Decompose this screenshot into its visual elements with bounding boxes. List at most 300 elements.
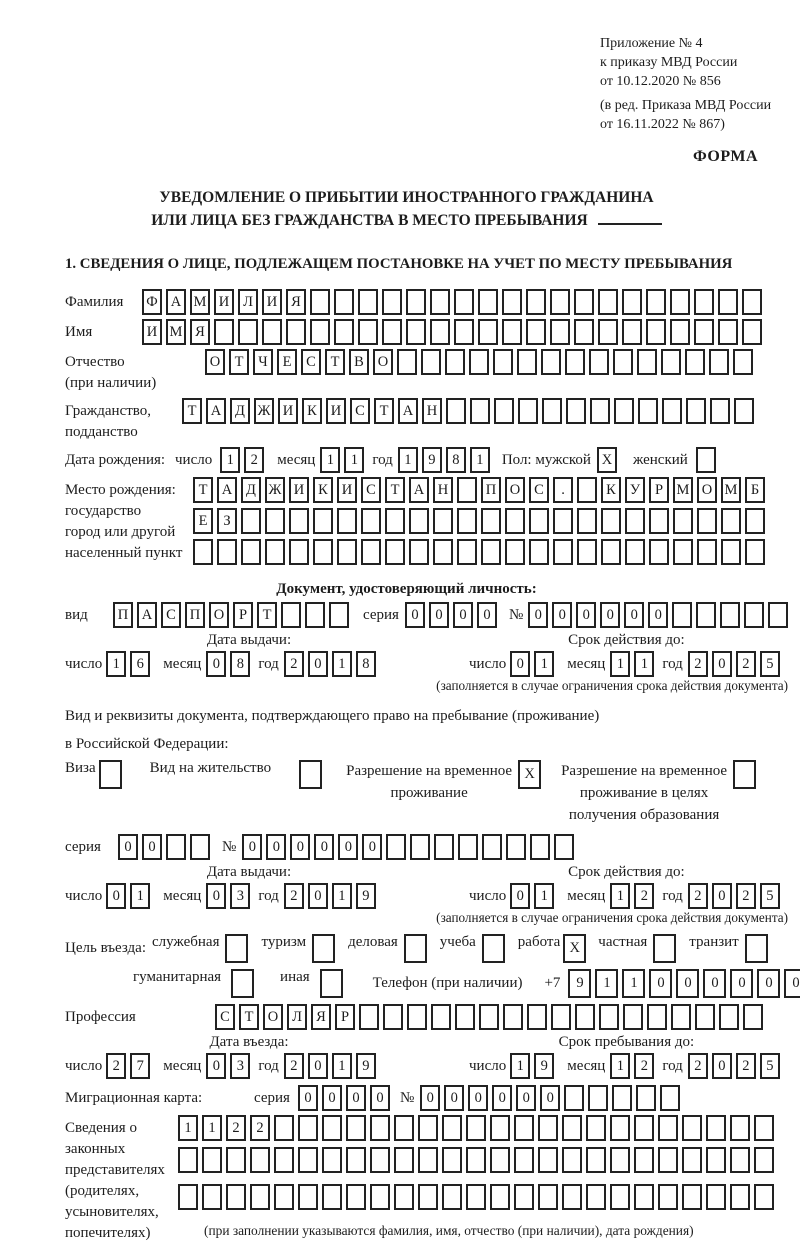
char-cell[interactable]: Ж <box>254 398 274 424</box>
char-cell[interactable] <box>346 1147 366 1173</box>
char-cell[interactable] <box>442 1115 462 1141</box>
char-cell[interactable]: П <box>481 477 501 503</box>
char-cell[interactable]: 1 <box>470 447 490 473</box>
char-cell[interactable] <box>636 1085 656 1111</box>
char-cell[interactable] <box>494 398 514 424</box>
char-cell[interactable] <box>409 508 429 534</box>
char-cell[interactable] <box>466 1115 486 1141</box>
char-cell[interactable]: 1 <box>220 447 240 473</box>
char-cell[interactable]: 2 <box>736 651 756 677</box>
char-cell[interactable] <box>298 1147 318 1173</box>
char-cell[interactable]: 0 <box>308 651 328 677</box>
char-cell[interactable]: 1 <box>398 447 418 473</box>
char-cell[interactable]: 0 <box>576 602 596 628</box>
char-cell[interactable]: 0 <box>552 602 572 628</box>
char-cell[interactable] <box>455 1004 475 1030</box>
char-cell[interactable] <box>530 834 550 860</box>
char-cell[interactable]: О <box>263 1004 283 1030</box>
char-cell[interactable]: 1 <box>178 1115 198 1141</box>
char-cell[interactable] <box>706 1147 726 1173</box>
char-cell[interactable] <box>682 1115 702 1141</box>
tourism-checkbox[interactable] <box>312 934 339 963</box>
char-cell[interactable] <box>502 319 522 345</box>
char-cell[interactable]: 0 <box>757 969 780 998</box>
char-cell[interactable] <box>481 508 501 534</box>
char-cell[interactable] <box>721 539 741 565</box>
char-cell[interactable] <box>526 319 546 345</box>
char-cell[interactable]: 0 <box>510 651 530 677</box>
char-cell[interactable]: 2 <box>688 651 708 677</box>
char-cell[interactable] <box>226 1147 246 1173</box>
char-cell[interactable]: И <box>262 289 282 315</box>
char-cell[interactable]: 2 <box>284 1053 304 1079</box>
identity-valid-month-cells[interactable] <box>610 651 658 677</box>
char-cell[interactable]: 0 <box>477 602 497 628</box>
char-cell[interactable] <box>551 1004 571 1030</box>
char-cell[interactable] <box>289 508 309 534</box>
char-cell[interactable] <box>310 319 330 345</box>
char-cell[interactable] <box>625 508 645 534</box>
residence-number-cells[interactable] <box>242 834 578 860</box>
profession-cells[interactable] <box>215 1004 767 1030</box>
char-cell[interactable] <box>646 319 666 345</box>
char-cell[interactable] <box>671 1004 691 1030</box>
char-cell[interactable]: И <box>326 398 346 424</box>
char-cell[interactable] <box>178 1184 198 1210</box>
other-checkbox[interactable] <box>320 969 347 998</box>
char-cell[interactable] <box>634 1184 654 1210</box>
char-cell[interactable] <box>458 834 478 860</box>
char-cell[interactable]: Н <box>422 398 442 424</box>
char-cell[interactable] <box>646 289 666 315</box>
char-cell[interactable]: Я <box>311 1004 331 1030</box>
migration-number-cells[interactable] <box>420 1085 684 1111</box>
char-cell[interactable] <box>383 1004 403 1030</box>
char-cell[interactable]: О <box>205 349 225 375</box>
char-cell[interactable] <box>730 1184 750 1210</box>
char-cell[interactable] <box>565 349 585 375</box>
char-cell[interactable] <box>529 508 549 534</box>
char-cell[interactable]: 2 <box>736 1053 756 1079</box>
char-cell[interactable] <box>574 319 594 345</box>
char-cell[interactable]: 0 <box>298 1085 318 1111</box>
char-cell[interactable] <box>406 319 426 345</box>
char-cell[interactable] <box>696 447 716 473</box>
char-cell[interactable] <box>661 349 681 375</box>
sex-female-checkbox[interactable] <box>696 447 720 473</box>
char-cell[interactable] <box>670 319 690 345</box>
char-cell[interactable] <box>305 602 325 628</box>
char-cell[interactable]: 1 <box>130 883 150 909</box>
char-cell[interactable] <box>178 1147 198 1173</box>
char-cell[interactable] <box>706 1115 726 1141</box>
char-cell[interactable] <box>610 1115 630 1141</box>
char-cell[interactable] <box>358 289 378 315</box>
char-cell[interactable] <box>394 1115 414 1141</box>
char-cell[interactable] <box>397 349 417 375</box>
char-cell[interactable] <box>442 1147 462 1173</box>
char-cell[interactable] <box>514 1184 534 1210</box>
identity-valid-day-cells[interactable] <box>510 651 558 677</box>
char-cell[interactable] <box>720 602 740 628</box>
char-cell[interactable] <box>658 1147 678 1173</box>
char-cell[interactable] <box>673 539 693 565</box>
citizenship-cells[interactable] <box>182 398 758 424</box>
stay-day-cells[interactable] <box>510 1053 558 1079</box>
char-cell[interactable] <box>612 1085 632 1111</box>
char-cell[interactable]: Е <box>277 349 297 375</box>
doc-type-cells[interactable] <box>113 602 353 628</box>
char-cell[interactable]: 0 <box>492 1085 512 1111</box>
residence-valid-year-cells[interactable] <box>688 883 784 909</box>
char-cell[interactable] <box>298 1115 318 1141</box>
char-cell[interactable] <box>718 319 738 345</box>
migration-series-cells[interactable] <box>298 1085 394 1111</box>
char-cell[interactable] <box>745 508 765 534</box>
char-cell[interactable] <box>634 1147 654 1173</box>
char-cell[interactable]: 6 <box>130 651 150 677</box>
char-cell[interactable] <box>298 1184 318 1210</box>
char-cell[interactable] <box>479 1004 499 1030</box>
identity-issue-month-cells[interactable] <box>206 651 254 677</box>
char-cell[interactable] <box>320 969 343 998</box>
char-cell[interactable] <box>614 398 634 424</box>
char-cell[interactable] <box>202 1147 222 1173</box>
char-cell[interactable] <box>190 834 210 860</box>
char-cell[interactable]: У <box>625 477 645 503</box>
char-cell[interactable] <box>710 398 730 424</box>
char-cell[interactable] <box>529 539 549 565</box>
char-cell[interactable] <box>695 1004 715 1030</box>
stay-month-cells[interactable] <box>610 1053 658 1079</box>
char-cell[interactable]: К <box>302 398 322 424</box>
char-cell[interactable]: 0 <box>540 1085 560 1111</box>
private-checkbox[interactable] <box>653 934 680 963</box>
char-cell[interactable]: 0 <box>106 883 126 909</box>
char-cell[interactable] <box>466 1184 486 1210</box>
char-cell[interactable] <box>410 834 430 860</box>
char-cell[interactable] <box>241 508 261 534</box>
char-cell[interactable] <box>709 349 729 375</box>
char-cell[interactable] <box>505 539 525 565</box>
char-cell[interactable] <box>610 1147 630 1173</box>
identity-issue-year-cells[interactable] <box>284 651 380 677</box>
char-cell[interactable] <box>394 1184 414 1210</box>
char-cell[interactable] <box>225 934 248 963</box>
stay-year-cells[interactable] <box>688 1053 784 1079</box>
char-cell[interactable]: Я <box>190 319 210 345</box>
char-cell[interactable]: 5 <box>760 883 780 909</box>
char-cell[interactable] <box>265 539 285 565</box>
char-cell[interactable]: 3 <box>230 883 250 909</box>
char-cell[interactable]: 0 <box>370 1085 390 1111</box>
char-cell[interactable]: Р <box>649 477 669 503</box>
char-cell[interactable] <box>274 1147 294 1173</box>
char-cell[interactable]: 0 <box>444 1085 464 1111</box>
birth-place-cells-row1[interactable] <box>193 477 769 503</box>
char-cell[interactable]: 0 <box>453 602 473 628</box>
char-cell[interactable] <box>481 539 501 565</box>
char-cell[interactable]: Р <box>335 1004 355 1030</box>
char-cell[interactable]: И <box>142 319 162 345</box>
char-cell[interactable]: Т <box>193 477 213 503</box>
study-checkbox[interactable] <box>482 934 509 963</box>
char-cell[interactable] <box>660 1085 680 1111</box>
char-cell[interactable] <box>289 539 309 565</box>
char-cell[interactable] <box>503 1004 523 1030</box>
char-cell[interactable] <box>719 1004 739 1030</box>
sex-male-checkbox[interactable] <box>597 447 621 473</box>
char-cell[interactable] <box>421 349 441 375</box>
char-cell[interactable]: 0 <box>242 834 262 860</box>
doc-number-cells[interactable] <box>528 602 792 628</box>
char-cell[interactable]: Т <box>182 398 202 424</box>
char-cell[interactable] <box>241 539 261 565</box>
char-cell[interactable] <box>613 349 633 375</box>
char-cell[interactable]: Т <box>385 477 405 503</box>
char-cell[interactable]: 9 <box>422 447 442 473</box>
birth-year-cells[interactable] <box>398 447 494 473</box>
char-cell[interactable] <box>562 1147 582 1173</box>
char-cell[interactable]: З <box>217 508 237 534</box>
char-cell[interactable] <box>386 834 406 860</box>
char-cell[interactable]: 2 <box>226 1115 246 1141</box>
char-cell[interactable] <box>542 398 562 424</box>
char-cell[interactable] <box>586 1184 606 1210</box>
birth-day-cells[interactable] <box>220 447 268 473</box>
char-cell[interactable]: П <box>185 602 205 628</box>
char-cell[interactable] <box>99 760 122 789</box>
char-cell[interactable]: Л <box>238 289 258 315</box>
char-cell[interactable] <box>733 349 753 375</box>
char-cell[interactable] <box>370 1115 390 1141</box>
char-cell[interactable] <box>361 508 381 534</box>
char-cell[interactable]: 0 <box>510 883 530 909</box>
char-cell[interactable]: 0 <box>648 602 668 628</box>
char-cell[interactable]: Я <box>286 289 306 315</box>
char-cell[interactable] <box>623 1004 643 1030</box>
birth-month-cells[interactable] <box>320 447 368 473</box>
char-cell[interactable]: 1 <box>332 883 352 909</box>
char-cell[interactable] <box>564 1085 584 1111</box>
char-cell[interactable] <box>322 1184 342 1210</box>
char-cell[interactable] <box>638 398 658 424</box>
char-cell[interactable]: К <box>601 477 621 503</box>
char-cell[interactable]: 0 <box>730 969 753 998</box>
char-cell[interactable] <box>313 508 333 534</box>
char-cell[interactable]: Т <box>229 349 249 375</box>
char-cell[interactable] <box>385 539 405 565</box>
char-cell[interactable] <box>217 539 237 565</box>
char-cell[interactable]: О <box>505 477 525 503</box>
char-cell[interactable] <box>202 1184 222 1210</box>
identity-valid-year-cells[interactable] <box>688 651 784 677</box>
char-cell[interactable]: 0 <box>516 1085 536 1111</box>
char-cell[interactable] <box>733 760 756 789</box>
char-cell[interactable] <box>744 602 764 628</box>
char-cell[interactable] <box>490 1184 510 1210</box>
char-cell[interactable]: 1 <box>610 1053 630 1079</box>
patronymic-cells[interactable] <box>205 349 757 375</box>
char-cell[interactable]: И <box>289 477 309 503</box>
char-cell[interactable] <box>418 1147 438 1173</box>
char-cell[interactable] <box>538 1147 558 1173</box>
business-checkbox[interactable] <box>404 934 431 963</box>
char-cell[interactable]: И <box>337 477 357 503</box>
char-cell[interactable]: С <box>215 1004 235 1030</box>
char-cell[interactable]: 2 <box>688 883 708 909</box>
char-cell[interactable]: С <box>529 477 549 503</box>
char-cell[interactable] <box>697 539 717 565</box>
char-cell[interactable]: О <box>209 602 229 628</box>
phone-cells[interactable] <box>568 969 800 998</box>
temp-residence-checkbox[interactable] <box>518 760 545 789</box>
char-cell[interactable] <box>457 477 477 503</box>
char-cell[interactable]: Б <box>745 477 765 503</box>
char-cell[interactable]: 0 <box>703 969 726 998</box>
char-cell[interactable]: 0 <box>676 969 699 998</box>
char-cell[interactable] <box>730 1147 750 1173</box>
char-cell[interactable]: Н <box>433 477 453 503</box>
char-cell[interactable] <box>478 289 498 315</box>
char-cell[interactable]: 0 <box>206 651 226 677</box>
char-cell[interactable] <box>370 1184 390 1210</box>
char-cell[interactable] <box>527 1004 547 1030</box>
char-cell[interactable] <box>358 319 378 345</box>
char-cell[interactable] <box>274 1115 294 1141</box>
char-cell[interactable]: 0 <box>468 1085 488 1111</box>
char-cell[interactable]: Р <box>233 602 253 628</box>
char-cell[interactable] <box>601 539 621 565</box>
char-cell[interactable] <box>526 289 546 315</box>
char-cell[interactable]: Ч <box>253 349 273 375</box>
char-cell[interactable]: С <box>161 602 181 628</box>
char-cell[interactable] <box>457 508 477 534</box>
char-cell[interactable] <box>670 289 690 315</box>
char-cell[interactable]: А <box>217 477 237 503</box>
char-cell[interactable]: 0 <box>308 1053 328 1079</box>
char-cell[interactable] <box>446 398 466 424</box>
char-cell[interactable]: 2 <box>688 1053 708 1079</box>
char-cell[interactable] <box>590 398 610 424</box>
char-cell[interactable]: 0 <box>314 834 334 860</box>
char-cell[interactable]: А <box>137 602 157 628</box>
residence-series-cells[interactable] <box>118 834 214 860</box>
char-cell[interactable] <box>482 834 502 860</box>
char-cell[interactable]: С <box>350 398 370 424</box>
char-cell[interactable]: 0 <box>649 969 672 998</box>
char-cell[interactable] <box>682 1184 702 1210</box>
char-cell[interactable] <box>625 539 645 565</box>
char-cell[interactable]: 0 <box>712 883 732 909</box>
char-cell[interactable] <box>505 508 525 534</box>
char-cell[interactable] <box>550 289 570 315</box>
temp-residence-education-checkbox[interactable] <box>733 760 760 789</box>
char-cell[interactable]: И <box>278 398 298 424</box>
char-cell[interactable] <box>577 477 597 503</box>
char-cell[interactable] <box>682 1147 702 1173</box>
char-cell[interactable] <box>431 1004 451 1030</box>
char-cell[interactable] <box>370 1147 390 1173</box>
char-cell[interactable] <box>322 1147 342 1173</box>
char-cell[interactable]: 2 <box>736 883 756 909</box>
representatives-cells-row3[interactable] <box>178 1184 778 1210</box>
char-cell[interactable] <box>697 508 717 534</box>
char-cell[interactable] <box>647 1004 667 1030</box>
residence-issue-month-cells[interactable] <box>206 883 254 909</box>
char-cell[interactable]: 2 <box>284 651 304 677</box>
char-cell[interactable]: 0 <box>118 834 138 860</box>
char-cell[interactable] <box>730 1115 750 1141</box>
char-cell[interactable]: 0 <box>712 1053 732 1079</box>
char-cell[interactable] <box>482 934 505 963</box>
char-cell[interactable]: Т <box>325 349 345 375</box>
char-cell[interactable]: 1 <box>534 883 554 909</box>
char-cell[interactable]: М <box>673 477 693 503</box>
char-cell[interactable] <box>406 289 426 315</box>
residence-issue-year-cells[interactable] <box>284 883 380 909</box>
char-cell[interactable]: 1 <box>595 969 618 998</box>
representatives-cells-row1[interactable] <box>178 1115 778 1141</box>
char-cell[interactable] <box>454 319 474 345</box>
char-cell[interactable] <box>313 539 333 565</box>
char-cell[interactable] <box>445 349 465 375</box>
char-cell[interactable] <box>226 1184 246 1210</box>
char-cell[interactable] <box>250 1184 270 1210</box>
char-cell[interactable] <box>262 319 282 345</box>
char-cell[interactable]: 0 <box>290 834 310 860</box>
visa-checkbox[interactable] <box>99 760 126 789</box>
char-cell[interactable]: 0 <box>405 602 425 628</box>
business-trip-checkbox[interactable] <box>225 934 252 963</box>
char-cell[interactable]: 0 <box>528 602 548 628</box>
char-cell[interactable] <box>694 289 714 315</box>
char-cell[interactable] <box>337 539 357 565</box>
char-cell[interactable] <box>506 834 526 860</box>
residence-valid-day-cells[interactable] <box>510 883 558 909</box>
char-cell[interactable]: О <box>697 477 717 503</box>
char-cell[interactable]: А <box>166 289 186 315</box>
char-cell[interactable] <box>673 508 693 534</box>
entry-year-cells[interactable] <box>284 1053 380 1079</box>
char-cell[interactable] <box>634 1115 654 1141</box>
char-cell[interactable] <box>433 539 453 565</box>
char-cell[interactable] <box>718 289 738 315</box>
char-cell[interactable] <box>696 602 716 628</box>
char-cell[interactable]: Т <box>257 602 277 628</box>
char-cell[interactable] <box>469 349 489 375</box>
char-cell[interactable]: М <box>190 289 210 315</box>
char-cell[interactable] <box>514 1115 534 1141</box>
char-cell[interactable] <box>649 508 669 534</box>
char-cell[interactable]: 0 <box>346 1085 366 1111</box>
char-cell[interactable] <box>265 508 285 534</box>
char-cell[interactable] <box>493 349 513 375</box>
char-cell[interactable] <box>490 1147 510 1173</box>
char-cell[interactable]: 1 <box>320 447 340 473</box>
char-cell[interactable] <box>334 289 354 315</box>
char-cell[interactable]: 2 <box>106 1053 126 1079</box>
birth-place-cells-row3[interactable] <box>193 539 769 565</box>
char-cell[interactable] <box>745 539 765 565</box>
given-name-cells[interactable] <box>142 319 766 345</box>
char-cell[interactable] <box>742 319 762 345</box>
doc-series-cells[interactable] <box>405 602 501 628</box>
char-cell[interactable]: В <box>349 349 369 375</box>
char-cell[interactable]: 0 <box>206 1053 226 1079</box>
char-cell[interactable]: К <box>313 477 333 503</box>
char-cell[interactable] <box>193 539 213 565</box>
